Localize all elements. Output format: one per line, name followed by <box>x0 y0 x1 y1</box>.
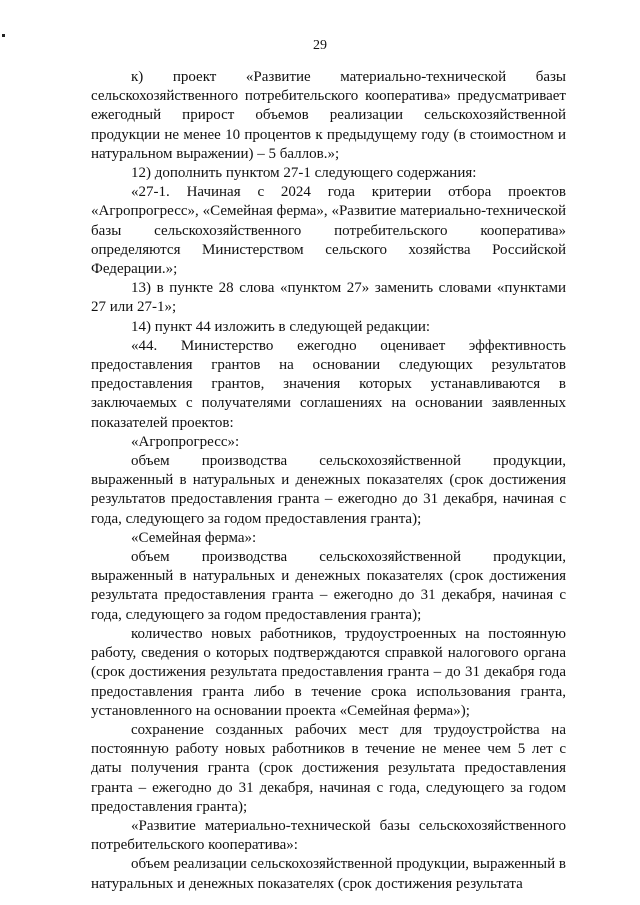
document-body <box>91 68 566 894</box>
paragraph: количество новых работников, трудоустроенных на постоянную работу, сведения о которых подтверждаются справкой налогового органа (срок достижения результата предоставления гранта – до 31 декабря года предоставления гранта либо в течение срока использования гранта, установленного на основании проекта «Семейная ферма»); <box>91 625 566 719</box>
paragraph: «Семейная ферма»: <box>131 529 257 546</box>
paragraph: объем производства сельскохозяйственной продукции, выраженный в натуральных и денежных показателях (срок достижения результата предоставления гранта – ежегодно до 31 декабря, начиная с года, следующего за годом предоставления гранта); <box>91 549 566 623</box>
paragraph: «Развитие материально-технической базы сельскохозяйственного потребительского кооператива»: <box>91 817 566 854</box>
paragraph: к) проект «Развитие материально-технической базы сельскохозяйственного потребительского кооператива» предусматривает ежегодный прирост объемов реализации сельскохозяйственной продукции не менее 10 процентов к предыдущему году (в стоимостном и натуральном выражении) – 5 баллов.»; <box>91 69 566 162</box>
paragraph: «27-1. Начиная с 2024 года критерии отбора проектов «Агропрогресс», «Семейная ферма», «Развитие материально-технической базы сельскохозяйственного потребительского кооператива» определяются Министерством сельского хозяйства Российской Федерации.»; <box>91 184 566 278</box>
page-number: 29 <box>313 38 327 53</box>
paragraph: сохранение созданных рабочих мест для трудоустройства на постоянную работу новых работников в течение не менее чем 5 лет с даты получения гранта (срок достижения результата предоставления гранта – ежегодно до 31 декабря, начиная с года, следующего за годом предоставления гранта); <box>91 721 566 815</box>
paragraph: 14) пункт 44 изложить в следующей редакции: <box>131 318 431 335</box>
paragraph: 12) дополнить пунктом 27-1 следующего содержания: <box>131 165 477 182</box>
paragraph: объем производства сельскохозяйственной продукции, выраженный в натуральных и денежных показателях (срок достижения результатов предоставления гранта – ежегодно до 31 декабря, начиная с года, следующего за годом предоставления гранта); <box>91 453 566 527</box>
paragraph: «44. Министерство ежегодно оценивает эффективность предоставления грантов на основании следующих результатов предоставления грантов, значения которых устанавливаются в заключаемых с получателями соглашениях на основании заявленных показателей проектов: <box>91 337 566 431</box>
paragraph: 13) в пункте 28 слова «пунктом 27» заменить словами «пунктами 27 или 27-1»; <box>91 280 566 316</box>
paragraph: объем реализации сельскохозяйственной продукции, выраженный в натуральных и денежных показателях (срок достижения результата <box>91 856 566 892</box>
paragraph: «Агропрогресс»: <box>131 433 240 450</box>
